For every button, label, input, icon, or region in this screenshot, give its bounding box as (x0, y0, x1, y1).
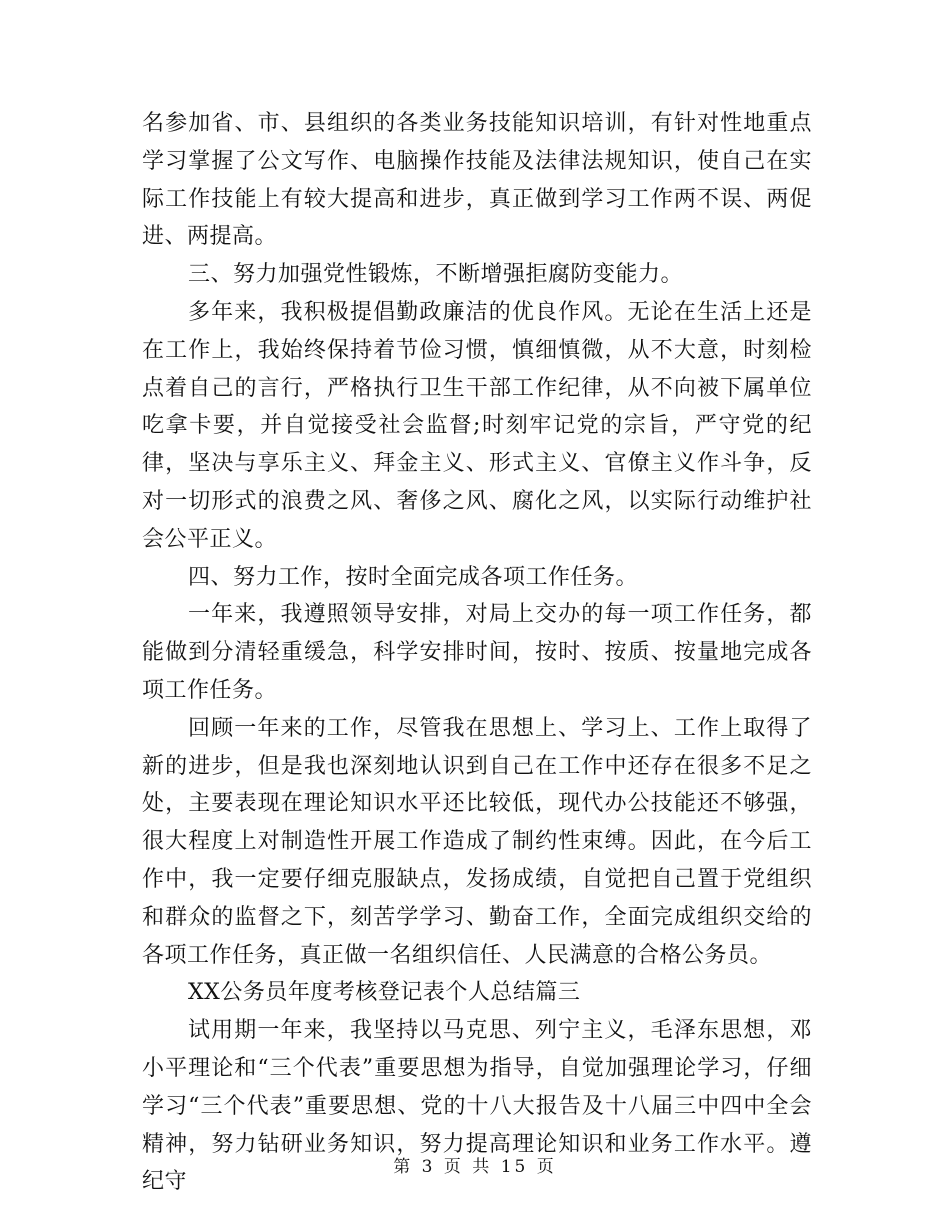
paragraph-3: 一年来，我遵照领导安排，对局上交办的每一项工作任务，都能做到分清轻重缓急，科学安排时间，按时、按质、按量地完成各项工作任务。 (142, 602, 812, 703)
section-heading-4: 四、努力工作，按时全面完成各项工作任务。 (188, 564, 639, 590)
paragraph-2: 多年来，我积极提倡勤政廉洁的优良作风。无论在生活上还是在工作上，我始终保持着节俭习惯，慎细慎微，从不大意，时刻检点着自己的言行，严格执行卫生干部工作纪律，从不向被下属单位吃拿卡要，并自觉接受社会监督;时刻牢记党的宗旨，严守党的纪律，坚决与享乐主义、拜金主义、形式主义、官僚主义作斗争，反对一切形式的浪费之风、奢侈之风、腐化之风，以实际行动维护社会公平正义。 (142, 299, 812, 552)
paragraph-5: 试用期一年来，我坚持以马克思、列宁主义，毛泽东思想，邓小平理论和“三个代表”重要思想为指导，自觉加强理论学习，仔细学习“三个代表”重要思想、党的十八大报告及十八届三中四中全会精神，努力钻研业务知识，努力提高理论知识和业务工作水平。遵纪守 (142, 1018, 812, 1195)
section-heading-3: 三、努力加强党性锻炼，不断增强拒腐防变能力。 (188, 262, 684, 288)
document-body (142, 105, 812, 1201)
paragraph-4: 回顾一年来的工作，尽管我在思想上、学习上、工作上取得了新的进步，但是我也深刻地认识到自己在工作中还存在很多不足之处，主要表现在理论知识水平还比较低，现代办公技能还不够强，很大程度上对制造性开展工作造成了制约性束缚。因此，在今后工作中，我一定要仔细克服缺点，发扬成绩，自觉把自己置于党组织和群众的监督之下，刻苦学学习、勤奋工作，全面完成组织交给的各项工作任务，真正做一名组织信任、人民满意的合格公务员。 (142, 715, 812, 968)
section-title-part-3: XX公务员年度考核登记表个人总结篇三 (188, 980, 581, 1006)
paragraph-1: 名参加省、市、县组织的各类业务技能知识培训，有针对性地重点学习掌握了公文写作、电脑操作技能及法律法规知识，使自己在实际工作技能上有较大提高和进步，真正做到学习工作两不误、两促进、两提高。 (142, 111, 812, 250)
page-number-footer: 第 3 页 共 15 页 (393, 1157, 557, 1177)
